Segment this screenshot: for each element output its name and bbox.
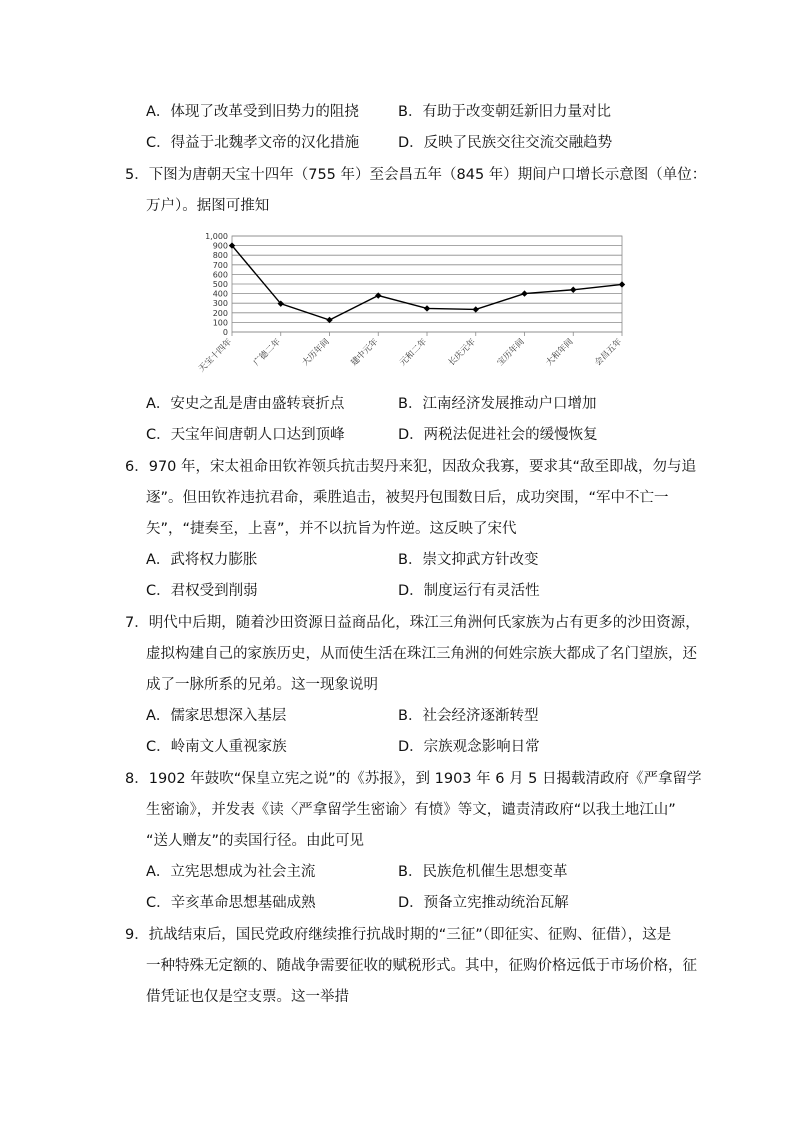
y-tick-label: 400 [212, 289, 228, 299]
y-tick-label: 800 [212, 251, 228, 261]
y-tick-label: 900 [212, 241, 228, 251]
x-tick-label: 广德二年 [251, 337, 283, 369]
q5-stem-line-2: 万户）。据图可推知 [146, 198, 270, 214]
x-tick-label: 宝历年间 [495, 337, 527, 369]
q5-option-a: A．安史之乱是唐由盛转衰折点 [146, 396, 345, 412]
q6-option-d: D．制度运行有灵活性 [398, 583, 540, 599]
household-growth-chart [192, 226, 632, 396]
x-tick-label: 建中元年 [349, 337, 381, 369]
data-point [473, 306, 479, 312]
data-point [570, 287, 576, 293]
q9-stem-line-3: 借凭证也仅是空支票。这一举措 [146, 989, 349, 1005]
q4-option-a: A．体现了改革受到旧势力的阻挠 [146, 104, 359, 120]
q4-option-c: C．得益于北魏孝文帝的汉化措施 [146, 135, 360, 151]
q6-stem-line-2: 逐”。但田钦祚违抗君命，乘胜追击，被契丹包围数日后，成功突围，“军中不亡一 [146, 490, 669, 506]
y-tick-label: 200 [212, 308, 228, 318]
y-tick-label: 100 [212, 318, 228, 328]
q8-stem-line-1: 8．1902 年鼓吹“保皇立宪之说”的《苏报》，到 1903 年 6 月 5 日揭载清政府《严拿留学 [125, 771, 702, 787]
q7-option-c: C．岭南文人重视家族 [146, 739, 287, 755]
q7-stem-line-2: 虚拟构建自己的家族历史，从而使生活在珠江三角洲的何姓宗族大都成了名门望族，还 [146, 646, 697, 662]
q9-stem-line-2: 一种特殊无定额的、随战争需要征收的赋税形式。其中，征购价格远低于市场价格，征 [146, 958, 697, 974]
y-tick-label: 500 [212, 280, 228, 289]
x-tick-label: 长庆元年 [446, 337, 478, 369]
q7-option-b: B．社会经济逐渐转型 [398, 708, 539, 724]
q6-option-b: B．崇文抑武方针改变 [398, 552, 539, 568]
data-point [424, 305, 430, 311]
q8-option-a: A．立宪思想成为社会主流 [146, 864, 316, 880]
x-tick-label: 天宝十四年 [196, 337, 235, 375]
q6-stem-line-3: 矢”，“捷奏至，上喜”，并不以抗旨为忤逆。这反映了宋代 [146, 521, 517, 537]
data-point [619, 281, 625, 287]
q8-option-d: D．预备立宪推动统治瓦解 [398, 895, 569, 911]
x-tick-label: 元和二年 [397, 337, 430, 369]
data-point [521, 290, 527, 296]
y-tick-label: 300 [212, 299, 228, 309]
q6-stem-line-1: 6．970 年，宋太祖命田钦祚领兵抗击契丹来犯，因敌众我寡，要求其“敌至即战，勿与追 [125, 459, 697, 475]
q4-option-b: B．有助于改变朝廷新旧力量对比 [398, 104, 611, 120]
y-tick-label: 1,000 [205, 232, 228, 241]
x-tick-label: 大历年间 [300, 337, 332, 369]
y-tick-label: 700 [212, 260, 228, 270]
q4-option-d: D．反映了民族交往交流交融趋势 [398, 135, 613, 151]
q8-stem-line-3: “送人赠友”的卖国行径。由此可见 [146, 833, 365, 849]
q7-option-a: A．儒家思想深入基层 [146, 708, 287, 724]
q8-option-c: C．辛亥革命思想基础成熟 [146, 895, 316, 911]
q5-option-b: B．江南经济发展推动户口增加 [398, 396, 597, 412]
q5-option-c: C．天宝年间唐朝人口达到顶峰 [146, 427, 345, 443]
q6-option-c: C．君权受到削弱 [146, 583, 258, 599]
x-tick-label: 大和年间 [544, 337, 576, 369]
q5-option-d: D．两税法促进社会的缓慢恢复 [398, 427, 598, 443]
q8-option-b: B．民族危机催生思想变革 [398, 864, 568, 880]
q5-stem-line-1: 5．下图为唐朝天宝十四年（755 年）至会昌五年（845 年）期间户口增长示意图（单位： [125, 167, 707, 183]
q6-option-a: A．武将权力膨胀 [146, 552, 258, 568]
x-tick-label: 会昌五年 [592, 337, 625, 369]
y-tick-label: 0 [222, 328, 228, 337]
q8-stem-line-2: 生密谕》，并发表《读〈严拿留学生密谕〉有愤》等文，谴责清政府“以我土地江山” [146, 802, 676, 818]
q7-stem-line-3: 成了一脉所系的兄弟。这一现象说明 [146, 677, 378, 693]
q7-option-d: D．宗族观念影响日常 [398, 739, 540, 755]
q7-stem-line-1: 7．明代中后期，随着沙田资源日益商品化，珠江三角洲何氏家族为占有更多的沙田资源， [125, 615, 700, 631]
y-tick-label: 600 [212, 270, 228, 280]
q9-stem-line-1: 9．抗战结束后，国民党政府继续推行抗战时期的“三征”（即征实、征购、征借），这是 [125, 927, 672, 943]
